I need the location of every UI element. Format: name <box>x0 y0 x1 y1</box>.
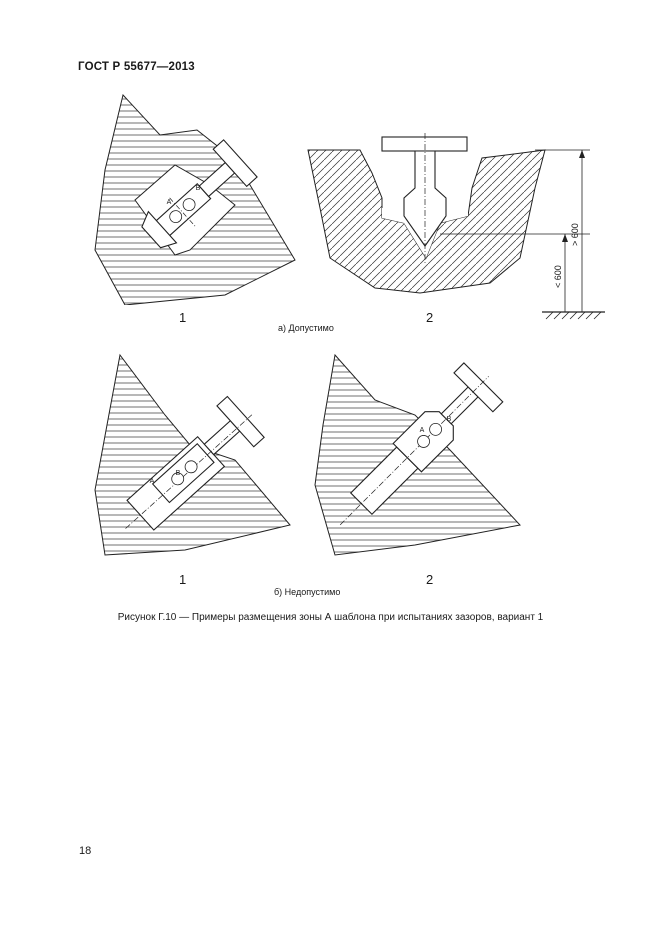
zone-b-label: B <box>195 185 201 192</box>
dimension-lower-label: < 600 <box>553 265 563 288</box>
zone-a-label: A <box>419 427 425 434</box>
figure-a-left-number: 1 <box>179 310 187 325</box>
zone-a-label: A <box>166 199 172 206</box>
figure-a2-diagram <box>300 128 610 328</box>
figure-a-right-number: 2 <box>426 310 434 325</box>
figure-b-caption: б) Недопустимо <box>274 587 341 597</box>
figure-b1-diagram <box>85 350 300 560</box>
figure-b2-diagram <box>305 345 530 565</box>
figure-title: Рисунок Г.10 — Примеры размещения зоны А шаблона при испытаниях зазоров, вариант 1 <box>117 612 544 623</box>
zone-b-label: B <box>446 416 452 423</box>
zone-b-label: B <box>175 470 181 477</box>
figure-b-right-number: 2 <box>426 572 434 587</box>
figure-b-left-number: 1 <box>179 572 187 587</box>
figure-a-caption: а) Допустимо <box>278 323 334 333</box>
page-number: 18 <box>79 845 92 857</box>
zone-a-label: A <box>149 478 155 485</box>
dimension-upper-label: > 600 <box>570 223 580 246</box>
figure-a1-diagram <box>85 90 310 305</box>
document-standard-header: ГОСТ Р 55677—2013 <box>78 61 195 73</box>
